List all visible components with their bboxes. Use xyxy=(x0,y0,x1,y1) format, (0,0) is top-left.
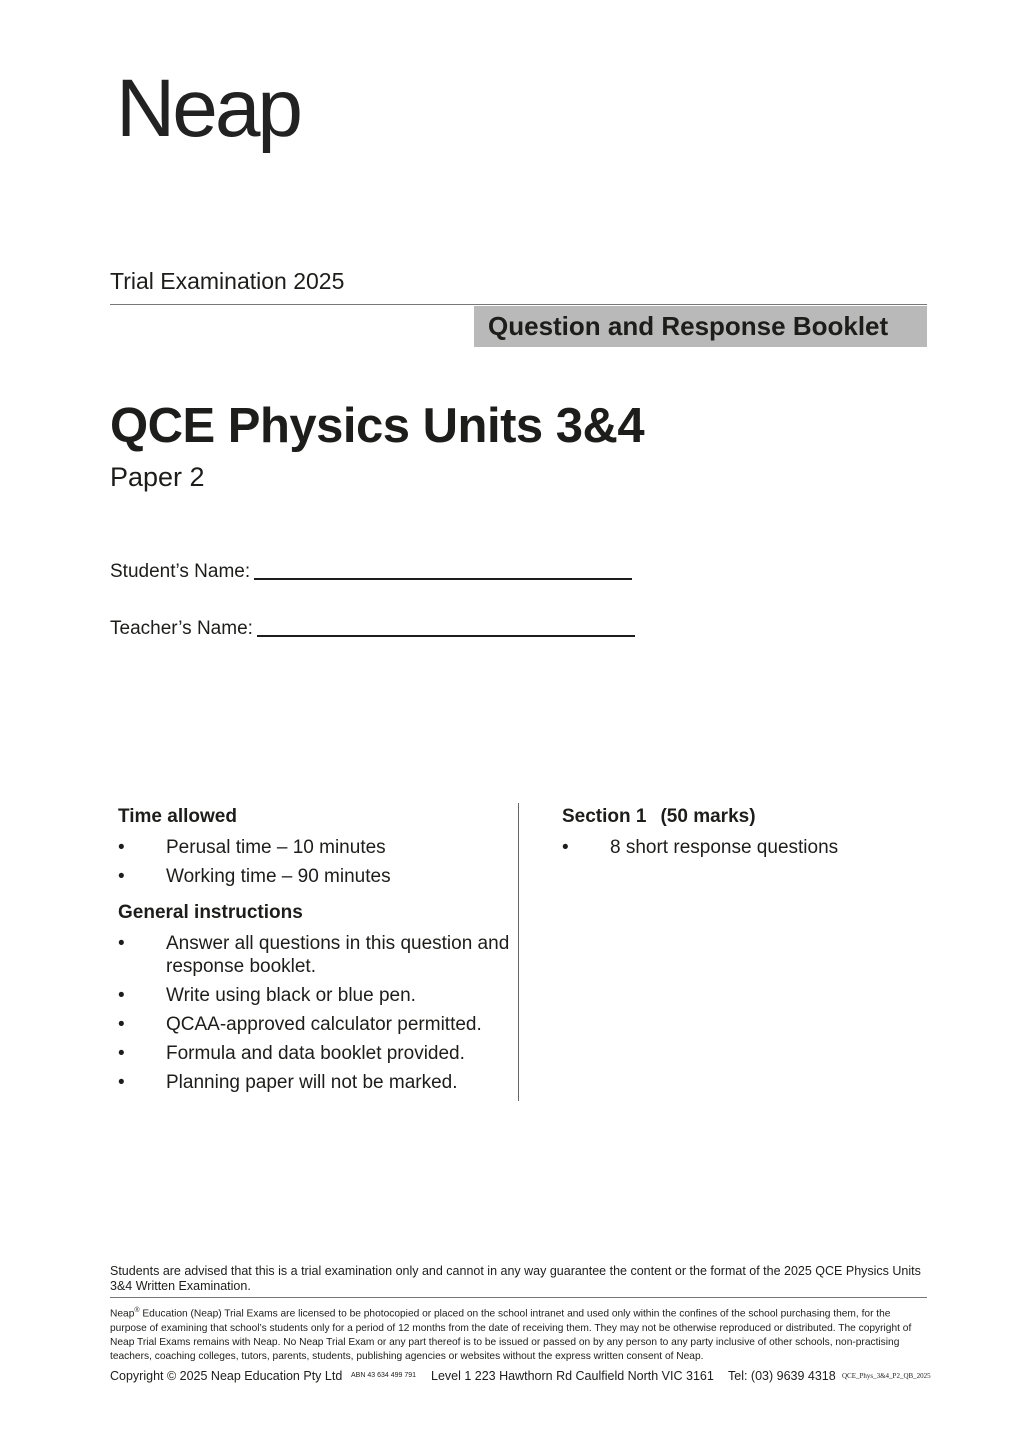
list-item: • Perusal time – 10 minutes xyxy=(118,837,386,858)
footer xyxy=(110,1369,931,1385)
section-heading xyxy=(562,806,922,828)
copyright: Copyright © 2025 Neap Education Pty Ltd xyxy=(110,1369,343,1383)
bullet-icon: • xyxy=(118,1043,125,1064)
trial-advice: Students are advised that this is a trial examination only and cannot in any way guarantee the content or the format of the 2025 QCE Physics Units 3&4 Written Examination. xyxy=(110,1264,921,1293)
bullet-icon: • xyxy=(118,985,125,1006)
time-allowed-list xyxy=(118,836,513,888)
licence-text: Education (Neap) Trial Exams are licensed to be photocopied or placed on the school intranet and used only within the confines of the school purchasing them, for the purpose of examining that school’s students only for a period of 12 months from the date of receiving them. They may not be otherwise reproduced or distributed. The copyright of Neap Trial Exams remains with Neap. No Neap Trial Exam or any part thereof is to be issued or passed on by any person to any party inclusive of other schools, non-practising teachers, coaching colleges, tutors, parents, students, publishing agencies or websites without the express written consent of Neap. xyxy=(110,1308,912,1362)
section-marks: (50 marks) xyxy=(660,806,756,827)
paper-number: Paper 2 xyxy=(110,462,205,492)
bullet-icon: • xyxy=(118,1014,125,1035)
student-name-field[interactable] xyxy=(110,561,632,583)
address: Level 1 223 Hawthorn Rd Caulfield North VIC 3161 xyxy=(431,1369,714,1383)
document-code: QCE_Phys_3&4_P2_QB_2025 xyxy=(842,1372,931,1380)
bullet-icon: • xyxy=(118,866,125,887)
student-name-line[interactable] xyxy=(254,578,632,580)
page-title: QCE Physics Units 3&4 xyxy=(110,399,645,453)
section-list xyxy=(562,836,922,859)
teacher-name-field[interactable] xyxy=(110,618,635,640)
teacher-name-label: Teacher’s Name: xyxy=(110,618,253,639)
student-name-label: Student’s Name: xyxy=(110,561,251,582)
list-item: • Planning paper will not be marked. xyxy=(118,1072,458,1093)
licence-notice xyxy=(110,1304,928,1364)
instructions-column xyxy=(118,806,513,1100)
abn: ABN 43 634 499 791 xyxy=(351,1372,416,1379)
bullet-icon: • xyxy=(562,837,569,858)
registered-mark: ® xyxy=(134,1307,140,1314)
footer-divider xyxy=(110,1297,927,1298)
licence-brand: Neap xyxy=(110,1308,135,1320)
section-column xyxy=(562,806,922,865)
time-allowed-heading: Time allowed xyxy=(118,806,237,827)
list-item: • QCAA-approved calculator permitted. xyxy=(118,1014,482,1035)
column-divider xyxy=(518,803,519,1101)
bullet-icon: • xyxy=(118,933,125,954)
list-item: • Answer all questions in this question and response booklet. xyxy=(118,933,510,977)
list-item: • Formula and data booklet provided. xyxy=(118,1043,465,1064)
teacher-name-line[interactable] xyxy=(257,635,635,637)
bullet-icon: • xyxy=(118,837,125,858)
neap-logo: Neap xyxy=(116,63,301,154)
list-item: • Write using black or blue pen. xyxy=(118,985,416,1006)
list-item: • Working time – 90 minutes xyxy=(118,866,391,887)
general-instructions-heading: General instructions xyxy=(118,902,303,923)
general-instructions-list xyxy=(118,932,513,1094)
list-item: • 8 short response questions xyxy=(562,837,839,858)
booklet-banner xyxy=(474,306,927,347)
bullet-icon: • xyxy=(118,1072,125,1093)
section-name: Section 1 xyxy=(562,806,647,827)
exam-subtitle: Trial Examination 2025 xyxy=(110,268,345,294)
booklet-banner-label: Question and Response Booklet xyxy=(488,311,889,341)
header-divider xyxy=(110,304,927,305)
telephone: Tel: (03) 9639 4318 xyxy=(728,1369,836,1383)
